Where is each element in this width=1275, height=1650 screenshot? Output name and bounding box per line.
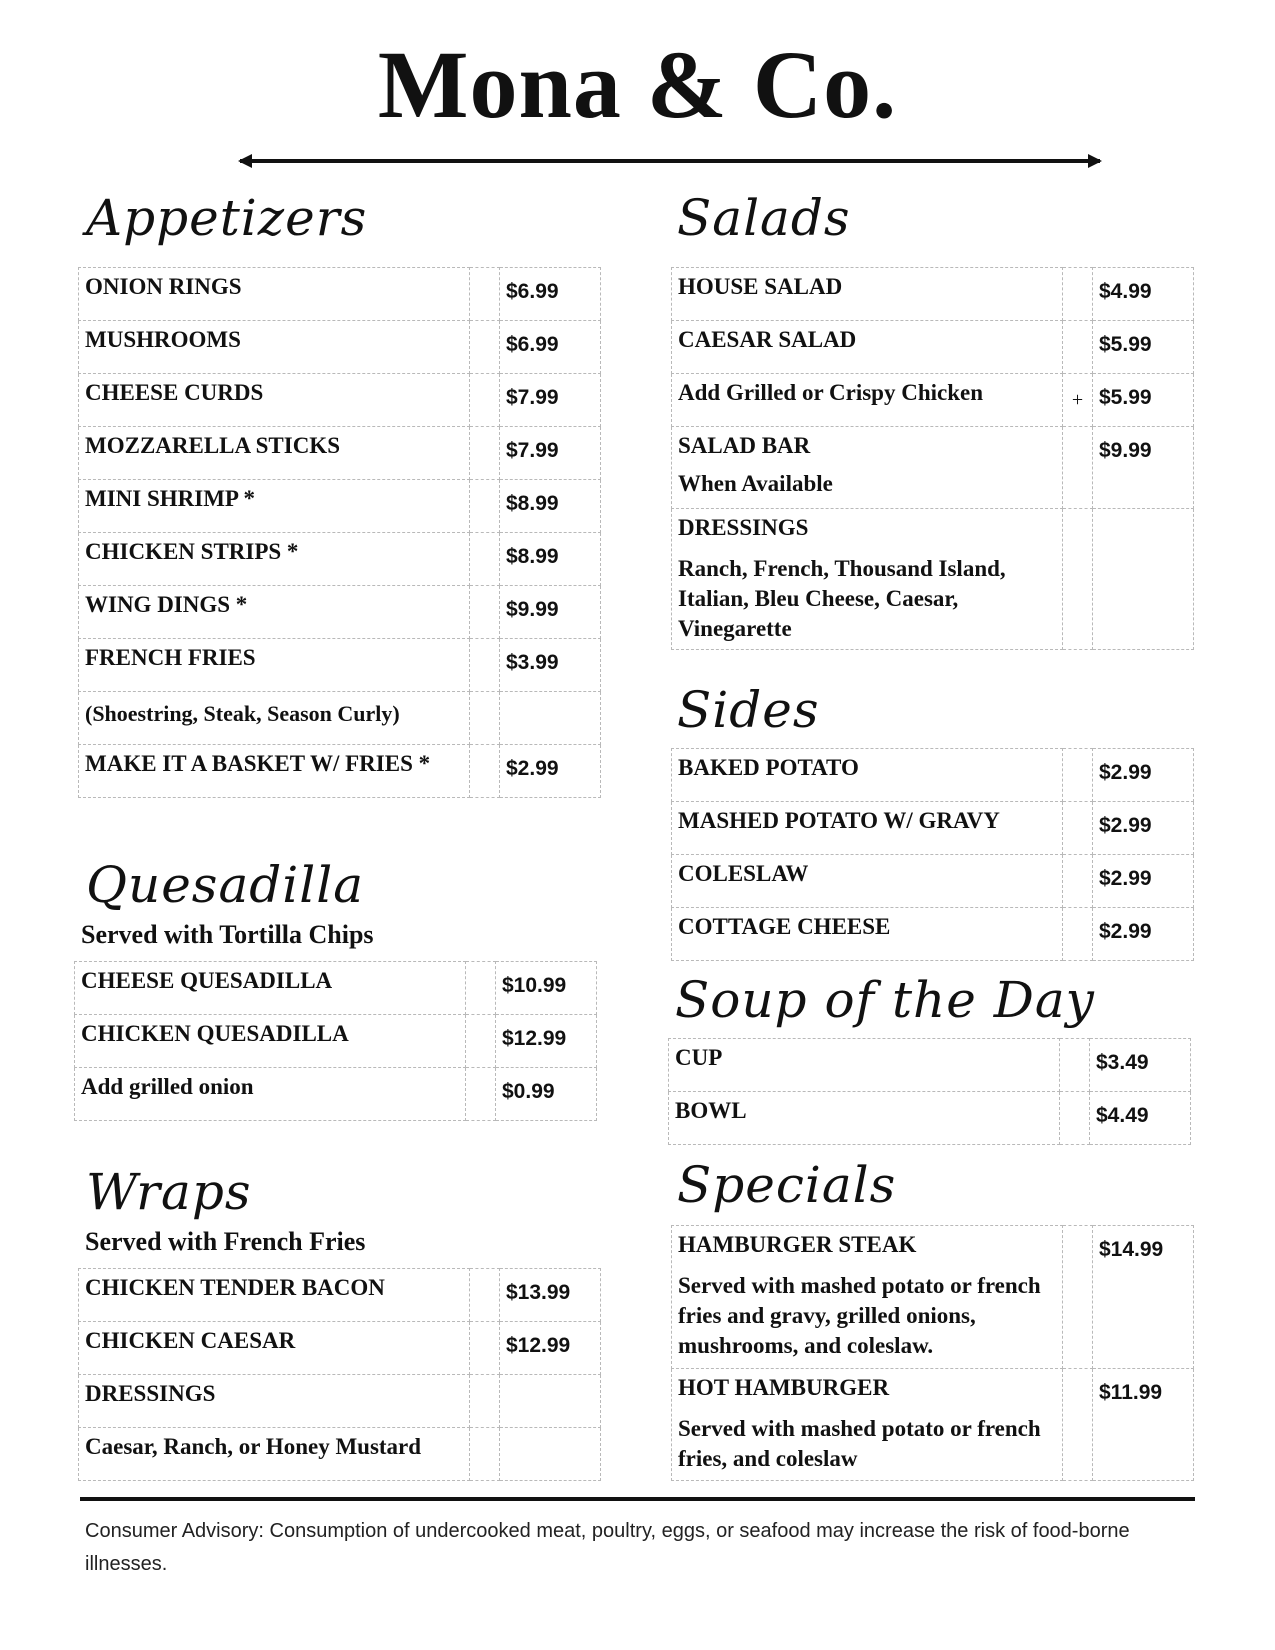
item-note: Ranch, French, Thousand Island, Italian, Bleu Cheese, Caesar, Vinegarette xyxy=(678,556,1006,641)
item-price: $11.99 xyxy=(1093,1369,1194,1481)
specials-table xyxy=(671,1225,1194,1481)
item-price: $2.99 xyxy=(1093,802,1194,855)
item-note: Served with mashed potato or french fries and gravy, grilled onions, mushrooms, and coleslaw. xyxy=(678,1273,1041,1358)
item-name: CHICKEN TENDER BACON xyxy=(79,1269,470,1322)
item-name: COLESLAW xyxy=(672,855,1063,908)
item-name: CUP xyxy=(669,1039,1060,1092)
item-name: HOT HAMBURGER Served with mashed potato or french fries, and coleslaw xyxy=(672,1369,1063,1481)
table-row xyxy=(75,1068,597,1121)
table-row xyxy=(79,374,601,427)
item-name: MAKE IT A BASKET W/ FRIES * xyxy=(79,745,470,798)
table-row xyxy=(669,1092,1191,1145)
item-price: $3.49 xyxy=(1090,1039,1191,1092)
item-name: Add Grilled or Crispy Chicken xyxy=(672,374,1063,427)
salads-table xyxy=(671,267,1194,650)
plus-sign: + xyxy=(1063,374,1093,427)
item-name: MASHED POTATO W/ GRAVY xyxy=(672,802,1063,855)
item-name: CHICKEN STRIPS * xyxy=(79,533,470,586)
table-row xyxy=(672,802,1194,855)
wraps-heading: Wraps xyxy=(86,1163,252,1221)
table-row xyxy=(672,1226,1194,1369)
soup-table xyxy=(668,1038,1191,1145)
item-price: $2.99 xyxy=(500,745,601,798)
appetizers-table xyxy=(78,267,601,798)
table-row xyxy=(672,908,1194,961)
item-name: CHEESE QUESADILLA xyxy=(75,962,466,1015)
table-row xyxy=(79,321,601,374)
item-name: Caesar, Ranch, or Honey Mustard xyxy=(79,1428,470,1481)
soup-heading: Soup of the Day xyxy=(675,971,1095,1029)
table-row xyxy=(79,639,601,692)
item-price: $5.99 xyxy=(1093,321,1194,374)
sides-heading: Sides xyxy=(677,681,820,739)
item-price: $5.99 xyxy=(1093,374,1194,427)
quesadilla-table xyxy=(74,961,597,1121)
item-price xyxy=(500,692,601,745)
item-price: $7.99 xyxy=(500,427,601,480)
appetizers-heading: Appetizers xyxy=(86,189,368,247)
table-row xyxy=(672,749,1194,802)
item-name: FRENCH FRIES xyxy=(79,639,470,692)
item-price xyxy=(1093,509,1194,650)
table-row xyxy=(672,321,1194,374)
item-name: MUSHROOMS xyxy=(79,321,470,374)
item-price: $8.99 xyxy=(500,533,601,586)
table-row xyxy=(672,855,1194,908)
item-price: $12.99 xyxy=(500,1322,601,1375)
item-price: $2.99 xyxy=(1093,855,1194,908)
table-row xyxy=(79,1269,601,1322)
item-name: HAMBURGER STEAK Served with mashed potato or french fries and gravy, grilled onions, mushrooms, and coleslaw. xyxy=(672,1226,1063,1369)
item-name: MINI SHRIMP * xyxy=(79,480,470,533)
table-row xyxy=(79,1322,601,1375)
item-price: $2.99 xyxy=(1093,908,1194,961)
restaurant-title: Mona & Co. xyxy=(377,31,898,138)
table-row xyxy=(79,480,601,533)
table-row xyxy=(75,962,597,1015)
specials-heading: Specials xyxy=(677,1156,897,1214)
consumer-advisory: Consumer Advisory: Consumption of undercooked meat, poultry, eggs, or seafood may increase the risk of food-borne illnesses. xyxy=(85,1520,1130,1575)
item-name: MOZZARELLA STICKS xyxy=(79,427,470,480)
item-price: $2.99 xyxy=(1093,749,1194,802)
table-row xyxy=(672,427,1194,509)
divider-arrow-right-icon xyxy=(1088,154,1102,168)
sides-table xyxy=(671,748,1194,961)
table-row xyxy=(79,1428,601,1481)
item-name: CHEESE CURDS xyxy=(79,374,470,427)
item-name: ONION RINGS xyxy=(79,268,470,321)
item-note: When Available xyxy=(678,471,833,496)
item-price: $3.99 xyxy=(500,639,601,692)
item-price: $0.99 xyxy=(496,1068,597,1121)
title-divider xyxy=(240,159,1100,163)
item-name: SALAD BAR When Available xyxy=(672,427,1063,509)
item-price: $9.99 xyxy=(1093,427,1194,509)
item-price: $13.99 xyxy=(500,1269,601,1322)
table-row xyxy=(79,692,601,745)
item-name: COTTAGE CHEESE xyxy=(672,908,1063,961)
item-price: $6.99 xyxy=(500,268,601,321)
table-row xyxy=(672,374,1194,427)
table-row xyxy=(672,509,1194,650)
footer-divider xyxy=(80,1497,1195,1501)
item-name: BOWL xyxy=(669,1092,1060,1145)
table-row xyxy=(79,268,601,321)
item-price: $7.99 xyxy=(500,374,601,427)
table-row xyxy=(672,1369,1194,1481)
item-price: $4.99 xyxy=(1093,268,1194,321)
table-row xyxy=(672,268,1194,321)
table-row xyxy=(79,533,601,586)
table-row xyxy=(669,1039,1191,1092)
item-name: (Shoestring, Steak, Season Curly) xyxy=(79,692,470,745)
item-note: Served with mashed potato or french fries, and coleslaw xyxy=(678,1416,1041,1471)
item-price: $12.99 xyxy=(496,1015,597,1068)
table-row xyxy=(75,1015,597,1068)
quesadilla-heading: Quesadilla xyxy=(86,856,365,914)
item-name: DRESSINGS Ranch, French, Thousand Island, Italian, Bleu Cheese, Caesar, Vinegarette xyxy=(672,509,1063,650)
item-price: $10.99 xyxy=(496,962,597,1015)
wraps-table xyxy=(78,1268,601,1481)
item-price xyxy=(500,1375,601,1428)
item-price: $14.99 xyxy=(1093,1226,1194,1369)
item-name: BAKED POTATO xyxy=(672,749,1063,802)
table-row xyxy=(79,427,601,480)
salads-heading: Salads xyxy=(677,189,851,247)
wraps-subtitle: Served with French Fries xyxy=(85,1227,366,1256)
item-price: $6.99 xyxy=(500,321,601,374)
item-name: DRESSINGS xyxy=(79,1375,470,1428)
table-row xyxy=(79,1375,601,1428)
quesadilla-subtitle: Served with Tortilla Chips xyxy=(81,920,374,949)
table-row xyxy=(79,586,601,639)
item-name: WING DINGS * xyxy=(79,586,470,639)
item-name: Add grilled onion xyxy=(75,1068,466,1121)
item-name: HOUSE SALAD xyxy=(672,268,1063,321)
item-name: CAESAR SALAD xyxy=(672,321,1063,374)
item-price: $4.49 xyxy=(1090,1092,1191,1145)
item-price xyxy=(500,1428,601,1481)
item-name: CHICKEN CAESAR xyxy=(79,1322,470,1375)
item-price: $8.99 xyxy=(500,480,601,533)
item-name: CHICKEN QUESADILLA xyxy=(75,1015,466,1068)
divider-arrow-left-icon xyxy=(238,154,252,168)
item-price: $9.99 xyxy=(500,586,601,639)
table-row xyxy=(79,745,601,798)
